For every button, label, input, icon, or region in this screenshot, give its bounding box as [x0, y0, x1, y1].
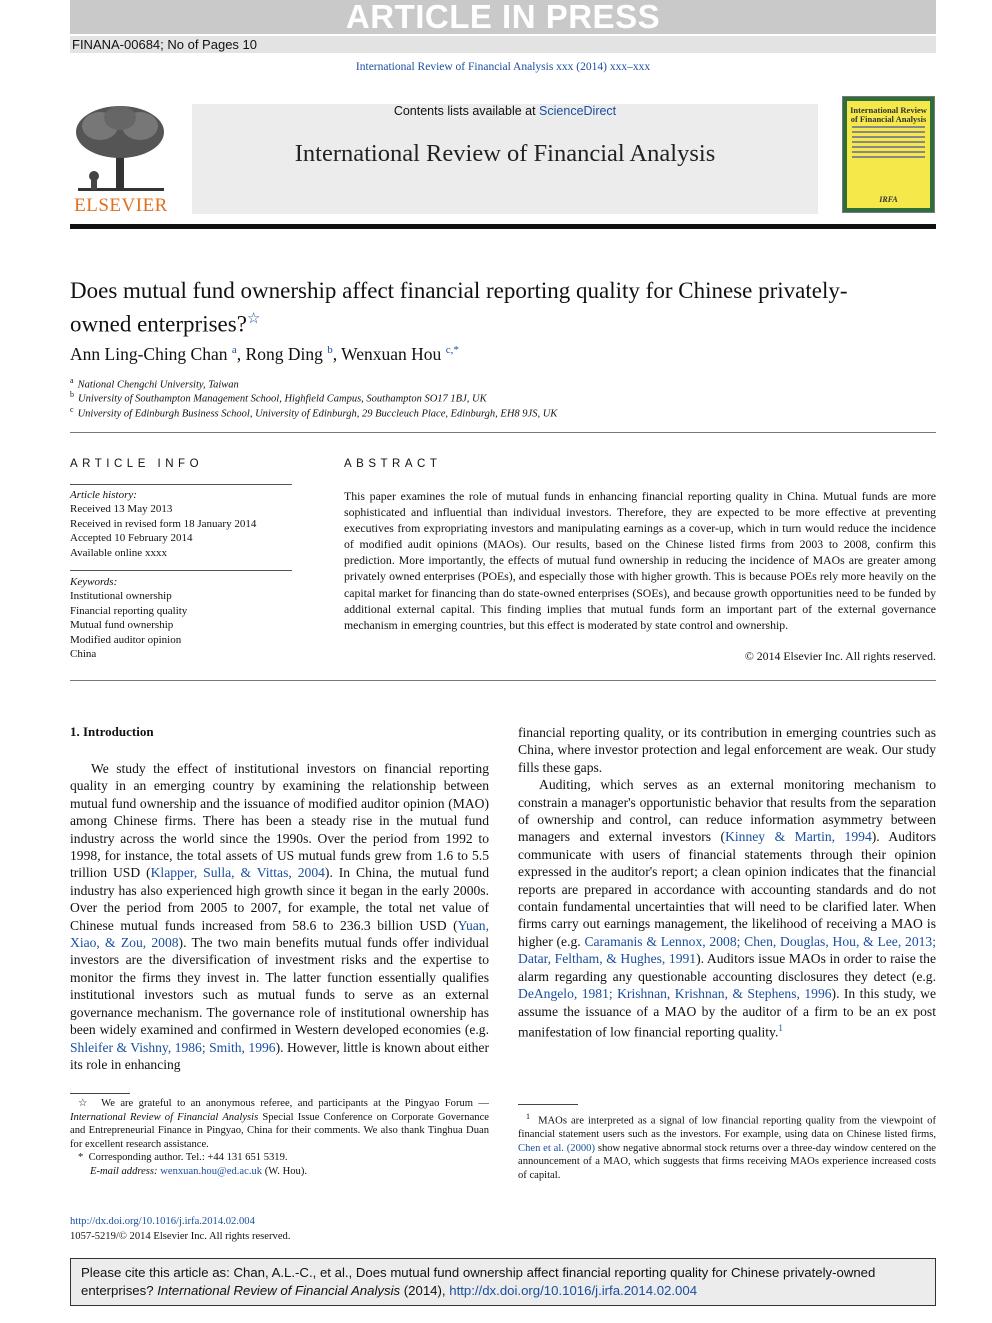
abstract-copyright: © 2014 Elsevier Inc. All rights reserved. — [744, 649, 936, 663]
citation-link[interactable]: Yuan, Xiao, & Zou, 2008 — [70, 917, 489, 951]
citation-link[interactable]: Caramanis & Lennox, 2008; Chen, Douglas, Hou, & Lee, 2013; Datar, Feltham, & Hughes, 1991 — [518, 933, 936, 967]
journal-title: International Review of Financial Analysis — [294, 140, 716, 167]
article-title-text: Does mutual fund ownership affect financial reporting quality for Chinese privately-owned enterprises? — [70, 278, 848, 337]
contents-available — [192, 104, 818, 118]
footnote-ref[interactable]: 1 — [778, 1022, 783, 1033]
author-affil-mark[interactable]: c,* — [445, 344, 459, 357]
citation-link[interactable]: DeAngelo, 1981; Krishnan, Krishnan, & Stephens, 1996 — [518, 986, 832, 1002]
author-name[interactable]: Rong Ding — [245, 344, 323, 364]
divider — [70, 570, 292, 571]
footnote-star: ☆ We are grateful to an anonymous referee, and participants at the Pingyao Forum — International Review of Financial Analysis Special Issue Conference on Corporate Governance and Entrepreneurial Finance in Pingyao, China for their comments. We also thank Tinghua Duan for excellent research assistance. — [70, 1098, 490, 1150]
abstract-text: This paper examines the role of mutual funds in enhancing financial reporting quality in China. Mutual funds are more sophisticated and influential than individual investors. Therefore, they are expected to be more effective at preventing executives from expropriating investors and manipulating earnings as a cover-up, which in turn would reduce the incidence of modified audit opinions (MAOs). Our results, based on the Chinese listed firms from 2003 to 2008, confirm this prediction. More importantly, the effects of mutual fund ownership in reducing the incidence of MAOs are greater among privately owned enterprises (POEs), and especially those with higher growth. This is because POEs rely more heavily on the capital market for financing than do state-owned enterprises (SOEs), and because growth opportunities need to be funded by additional external capital. This finding implies that mutual funds form an important part of the external governance mechanism in emerging countries, but this effect is moderated by state control and ownership. — [344, 489, 936, 632]
keyword: Modified auditor opinion — [70, 633, 182, 646]
keyword: Financial reporting quality — [70, 604, 188, 617]
citation-link[interactable]: Chen et al. (2000) — [518, 1142, 596, 1154]
history-item: Received 13 May 2013 — [70, 503, 173, 516]
author-name[interactable]: Wenxuan Hou — [341, 344, 442, 364]
affiliation: $^c$ University of Edinburgh Business School, University of Edinburgh, 29 Buccleuch Place, Edinburgh, EH8 9JS, UK — [70, 405, 558, 420]
keywords — [70, 575, 187, 661]
article-history — [70, 488, 256, 560]
author-list: Ann Ling-Ching Chan $^a$, Rong Ding $^b$, Wenxuan Hou $^{c,*}$ — [70, 344, 459, 364]
history-item: Received in revised form 18 January 2014 — [70, 517, 257, 530]
article-in-press-banner: ARTICLE IN PRESS — [70, 0, 936, 34]
abstract-heading: ABSTRACT — [344, 458, 442, 470]
affiliation: $^a$ National Chengchi University, Taiwan — [70, 376, 239, 391]
journal-cover-image — [842, 96, 935, 213]
author-name[interactable]: Ann Ling-Ching Chan — [70, 344, 228, 364]
journal-citation-link[interactable]: International Review of Financial Analysis xxx (2014) xxx–xxx — [355, 61, 651, 73]
cover-footer: IRFA — [879, 195, 898, 204]
author-affil-mark[interactable]: b — [327, 344, 333, 357]
citation-link[interactable]: Shleifer & Vishny, 1986; Smith, 1996 — [70, 1039, 276, 1055]
doi-block — [70, 1215, 290, 1244]
footnote-email: E-mail address: wenxuan.hou@ed.ac.uk (W. Hou). — [90, 1165, 307, 1177]
paragraph: Auditing, which serves as an external monitoring mechanism to constrain a manager's opportunistic behavior that results from the separation of ownership and control, can reduce information asymmetry between managers and external investors (Kinney & Martin, 1994). Auditors communicate with users of financial statements through their opinion expressed in the auditor's report; a clean opinion indicates that the financial reports are prepared in accordance with accounting standards and do not contain fundamental uncertainties that will need to be clarified later. When firms carry out earnings management, the likelihood of receiving a MAO is higher (e.g. Caramanis & Lennox, 2008; Chen, Douglas, Hou, & Lee, 2013; Datar, Feltham, & Hughes, 1991). Auditors issue MAOs in order to raise the alarm regarding any questionable accounting disclosures they detect (e.g. DeAngelo, 1981; Krishnan, Krishnan, & Stephens, 1996). In this study, we assume the issuance of a MAO by the auditor of a firm to be an ex post manifestation of low financial reporting quality.$^1$ — [518, 777, 936, 1040]
divider — [70, 680, 936, 681]
history-label: Article history: — [70, 489, 137, 501]
divider — [70, 432, 936, 433]
body-column-right — [518, 724, 936, 1041]
article-info-heading: ARTICLE INFO — [70, 458, 204, 470]
affiliation: $^b$ University of Southampton Management School, Highfield Campus, Southampton SO17 1BJ, UK — [70, 390, 487, 405]
article-title — [70, 276, 870, 339]
footnotes-right: $^1$ MAOs are interpreted as a signal of low financial reporting quality from the viewpoint of financial statement users such as the investors. For example, using data on Chinese listed firms, Chen et al. (2000) show negative abnormal stock returns over a three-day window centered on the announcement of a MAO, which suggests that firms receiving MAOs experience increased costs of capital. — [518, 1112, 936, 1181]
cite-doi-link[interactable]: http://dx.doi.org/10.1016/j.irfa.2014.02.004 — [449, 1283, 698, 1298]
divider — [70, 484, 292, 485]
issn-copyright: 1057-5219/© 2014 Elsevier Inc. All rights reserved. — [70, 1230, 291, 1242]
cite-article-box: Please cite this article as: Chan, A.L.-C., et al., Does mutual fund ownership affect financial reporting quality for Chinese privately-owned enterprises? International Review of Financial Analysis (2014), http://dx.doi.org/10.1016/j.irfa.2014.02.004 — [70, 1258, 936, 1306]
history-item: Available online xxxx — [70, 546, 167, 559]
manuscript-id: FINANA-00684; No of Pages 10 — [70, 36, 936, 53]
author-affil-mark[interactable]: a — [231, 344, 237, 357]
footnotes-left — [70, 1097, 489, 1179]
contents-prefix: Contents lists available at — [393, 104, 540, 118]
header-divider — [70, 224, 936, 229]
paragraph: financial reporting quality, or its contribution in emerging countries such as China, where investor protection and legal enforcement are weak. Our study fills these gaps. — [518, 725, 936, 775]
title-footnote-star[interactable]: ☆ — [246, 311, 261, 327]
citation-link[interactable]: Klapper, Sulla, & Vittas, 2004 — [150, 865, 325, 881]
footnote-rule — [70, 1093, 130, 1094]
sciencedirect-link[interactable]: ScienceDirect — [539, 104, 617, 118]
keywords-label: Keywords: — [70, 576, 118, 588]
cover-title: International Review of Financial Analysis — [850, 105, 927, 124]
citation-link[interactable]: Kinney & Martin, 1994 — [725, 829, 872, 845]
email-link[interactable]: wenxuan.hou@ed.ac.uk — [160, 1165, 263, 1177]
keyword: Institutional ownership — [70, 590, 172, 603]
body-column-left: We study the effect of institutional investors on financial reporting quality in an emerging country by examining the relationship between mutual fund ownership and the issuance of modified auditor opinion (MAO) among Chinese firms. There has been a steady rise in the mutual fund industry across the world since the 1990s. Over the period from 1992 to 1998, for instance, the total assets of US mutual funds grew from 1.6 to 5.5 trillion USD (Klapper, Sulla, & Vittas, 2004). In China, the mutual fund industry has also experienced high growth since it began in the early 2000s. Over the period from 2005 to 2007, for example, the total net value of Chinese mutual funds increased from 58.6 to 236.3 billion USD (Yuan, Xiao, & Zou, 2008). The two main benefits mutual funds offer individual investors are the diversification of investment risks and the expertise to monitor the firms they invest in. The latter function essentially qualifies institutional investors such as mutual funds to serve as an external governance mechanism. The governance role of institutional ownership has been widely examined and confirmed in Western developed economies (e.g. Shleifer & Vishny, 1986; Smith, 1996). However, little is known about either its role in enhancing — [70, 761, 490, 1072]
doi-link[interactable]: http://dx.doi.org/10.1016/j.irfa.2014.02.004 — [70, 1216, 255, 1227]
elsevier-wordmark: ELSEVIER — [74, 195, 168, 216]
section-heading: 1. Introduction — [70, 724, 154, 739]
footnote-corresponding: * Corresponding author. Tel.: +44 131 651 5319. — [78, 1152, 288, 1164]
keyword: China — [70, 648, 97, 661]
keyword: Mutual fund ownership — [70, 619, 174, 632]
footnote-rule — [518, 1104, 578, 1105]
history-item: Accepted 10 February 2014 — [70, 532, 193, 545]
